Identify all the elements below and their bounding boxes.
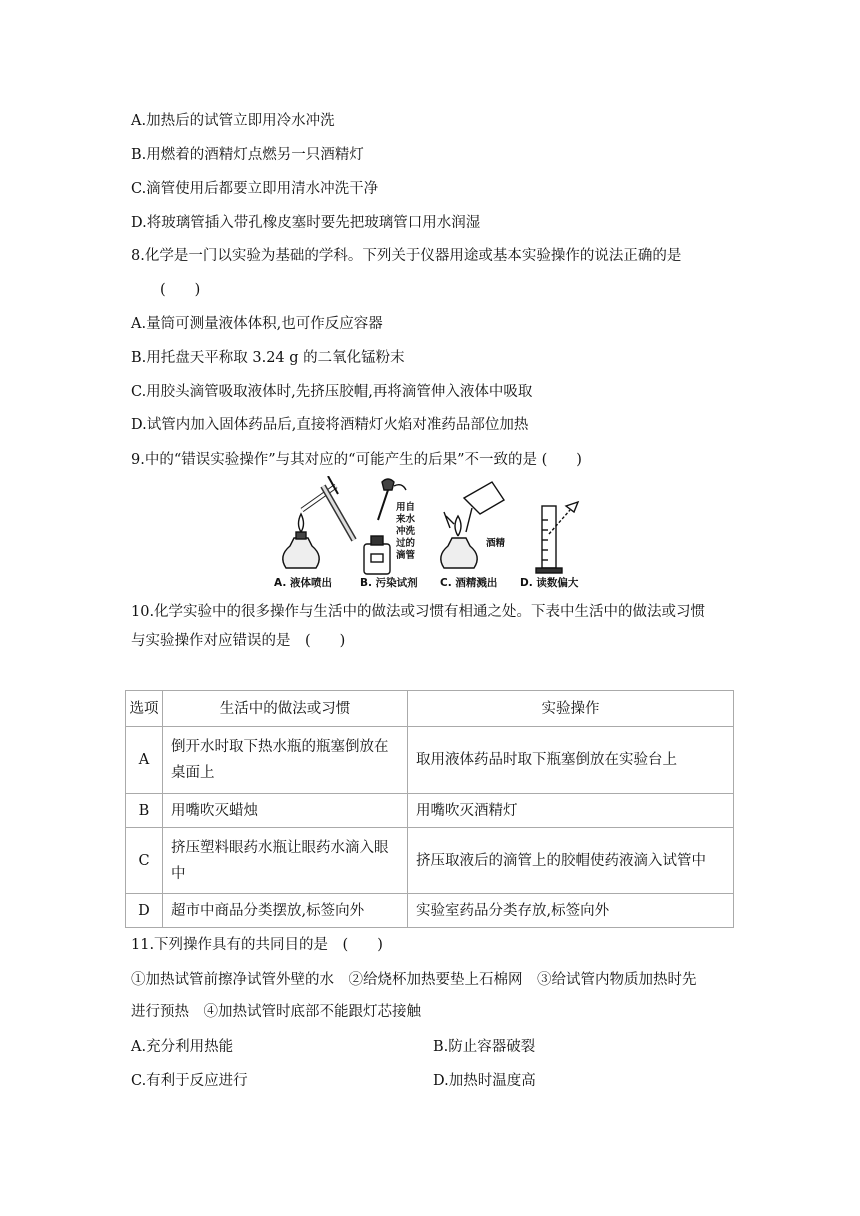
q7-option-d: D.将玻璃管插入带孔橡皮塞时要先把玻璃管口用水润湿 — [131, 215, 481, 231]
q7-option-a: A.加热后的试管立即用冷水冲洗 — [131, 113, 335, 129]
row-experiment: 取用液体药品时取下瓶塞倒放在实验台上 — [408, 727, 734, 794]
q11-option-d: D.加热时温度高 — [433, 1073, 536, 1089]
q9-figure — [268, 476, 592, 594]
row-option: C — [126, 828, 163, 894]
q7-option-c: C.滴管使用后都要立即用清水冲洗干净 — [131, 181, 379, 197]
q8-stem: 8.化学是一门以实验为基础的学科。下列关于仪器用途或基本实验操作的说法正确的是 — [131, 248, 682, 264]
table-header-row — [126, 691, 734, 727]
row-life: 超市中商品分类摆放,标签向外 — [163, 894, 408, 928]
dropper-note-5: 滴管 — [396, 550, 416, 561]
table-row — [126, 894, 734, 928]
row-option: D — [126, 894, 163, 928]
dropper-note-4: 过的 — [396, 538, 416, 549]
q11-stem: 11.下列操作具有的共同目的是 ( ) — [131, 937, 383, 953]
q8-option-b: B.用托盘天平称取 3.24 g 的二氧化锰粉末 — [131, 350, 405, 366]
q8-option-a: A.量筒可测量液体体积,也可作反应容器 — [131, 316, 383, 332]
q10-table — [125, 690, 734, 928]
table-row — [126, 828, 734, 894]
caption-a: A. 液体喷出 — [274, 577, 332, 589]
q10-stem-line2: 与实验操作对应错误的是 ( ) — [131, 633, 346, 649]
figure-c-lit-lamp-refill — [441, 482, 504, 568]
table-row — [126, 794, 734, 828]
q7-option-b: B.用燃着的酒精灯点燃另一只酒精灯 — [131, 147, 364, 163]
q8-option-c: C.用胶头滴管吸取液体时,先挤压胶帽,再将滴管伸入液体中吸取 — [131, 384, 533, 400]
header-experiment: 实验操作 — [408, 691, 734, 727]
header-life: 生活中的做法或习惯 — [163, 691, 408, 727]
dropper-note-3: 冲洗 — [396, 526, 416, 537]
figure-d-cylinder-reading — [536, 502, 578, 573]
dropper-note-1: 用自 — [396, 502, 416, 513]
q11-option-b: B.防止容器破裂 — [433, 1039, 536, 1055]
dropper-note-2: 来水 — [396, 514, 416, 525]
figure-a-heating-tube — [283, 476, 354, 568]
q9-stem: 9.中的“错误实验操作”与其对应的“可能产生的后果”不一致的是 ( ) — [131, 452, 582, 468]
row-option: B — [126, 794, 163, 828]
alcohol-label: 酒精 — [486, 538, 506, 549]
row-option: A — [126, 727, 163, 794]
caption-d: D. 读数偏大 — [520, 577, 579, 589]
q10-stem-line1: 10.化学实验中的很多操作与生活中的做法或习惯有相通之处。下表中生活中的做法或习惯 — [131, 604, 706, 620]
header-option: 选项 — [126, 691, 163, 727]
row-experiment: 挤压取液后的滴管上的胶帽使药液滴入试管中 — [408, 828, 734, 894]
q11-option-c: C.有利于反应进行 — [131, 1073, 248, 1089]
q11-desc-line2: 进行预热 ④加热试管时底部不能跟灯芯接触 — [131, 1004, 421, 1020]
q8-answer-paren: ( ) — [160, 282, 201, 298]
q8-option-d: D.试管内加入固体药品后,直接将酒精灯火焰对准药品部位加热 — [131, 417, 529, 433]
row-experiment: 用嘴吹灭酒精灯 — [408, 794, 734, 828]
q11-option-a: A.充分利用热能 — [131, 1039, 234, 1055]
row-experiment: 实验室药品分类存放,标签向外 — [408, 894, 734, 928]
caption-b: B. 污染试剂 — [360, 577, 418, 589]
q11-desc-line1: ①加热试管前擦净试管外壁的水 ②给烧杯加热要垫上石棉网 ③给试管内物质加热时先 — [131, 972, 697, 988]
row-life: 挤压塑料眼药水瓶让眼药水滴入眼中 — [163, 828, 408, 894]
row-life: 倒开水时取下热水瓶的瓶塞倒放在桌面上 — [163, 727, 408, 794]
caption-c: C. 酒精溅出 — [440, 577, 498, 589]
table-row — [126, 727, 734, 794]
row-life: 用嘴吹灭蜡烛 — [163, 794, 408, 828]
